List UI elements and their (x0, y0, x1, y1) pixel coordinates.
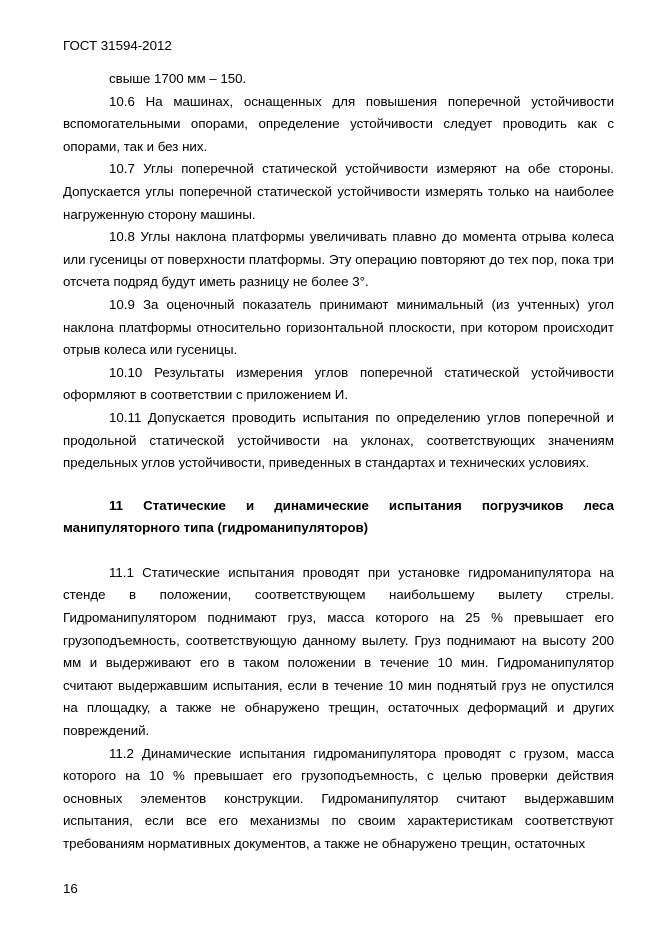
spacer (63, 540, 614, 562)
paragraph-10-10: 10.10 Результаты измерения углов поперечной статической устойчивости оформляют в соответствии с приложением И. (63, 364, 614, 403)
paragraph-continuation: свыше 1700 мм – 150. (109, 71, 247, 86)
paragraph-10-11: 10.11 Допускается проводить испытания по определению углов поперечной и продольной статической устойчивости на уклонах, соответствующих значениям предельных углов устойчивости, приведенных в стандартах и технических условиях. (63, 409, 614, 471)
paragraph-11-2: 11.2 Динамические испытания гидроманипулятора проводят с грузом, масса которого на 10 % превышает его грузоподъемность, с целью проверки действия основных элементов конструкции. Гидроманипулятор считают выдержавшим испытания, если все его механизмы по своим характеристикам соответствуют требованиям нормативных документов, а также не обнаружено трещин, остаточных (63, 745, 614, 851)
page-number: 16 (63, 881, 78, 896)
document-body (63, 68, 614, 856)
section-heading-11: 11 Статические и динамические испытания погрузчиков леса манипуляторного типа (гидроманипуляторов) (63, 497, 614, 536)
paragraph-10-9: 10.9 За оценочный показатель принимают минимальный (из учтенных) угол наклона платформы относительно горизонтальной плоскости, при котором происходит отрыв колеса или гусеницы. (63, 296, 614, 358)
paragraph-11-1: 11.1 Статические испытания проводят при установке гидроманипулятора на стенде в положении, соответствующем наибольшему вылету стрелы. Гидроманипулятором поднимают груз, масса которого на 25 % превышает его грузоподъемность, соответствующую данному вылету. Груз поднимают на высоту 200 мм и выдерживают его в таком положении в течение 10 мин. Гидроманипулятор считают выдержавшим испытания, если в течение 10 мин поднятый груз не опустился на площадку, а также не обнаружено трещин, остаточных деформаций и других повреждений. (63, 564, 614, 739)
document-header: ГОСТ 31594-2012 (63, 38, 172, 53)
paragraph-10-6: 10.6 На машинах, оснащенных для повышения поперечной устойчивости вспомогательными опорами, определение устойчивости следует проводить как с опорами, так и без них. (63, 93, 614, 154)
paragraph-10-7: 10.7 Углы поперечной статической устойчивости измеряют на обе стороны. Допускается углы поперечной статической устойчивости измерять только на наиболее нагруженную сторону машины. (63, 161, 614, 222)
spacer (63, 475, 614, 495)
paragraph-10-8: 10.8 Углы наклона платформы увеличивать плавно до момента отрыва колеса или гусеницы от поверхности платформы. Эту операцию повторяют до тех пор, пока три отсчета подряд будут иметь разницу не более 3°. (63, 229, 614, 290)
